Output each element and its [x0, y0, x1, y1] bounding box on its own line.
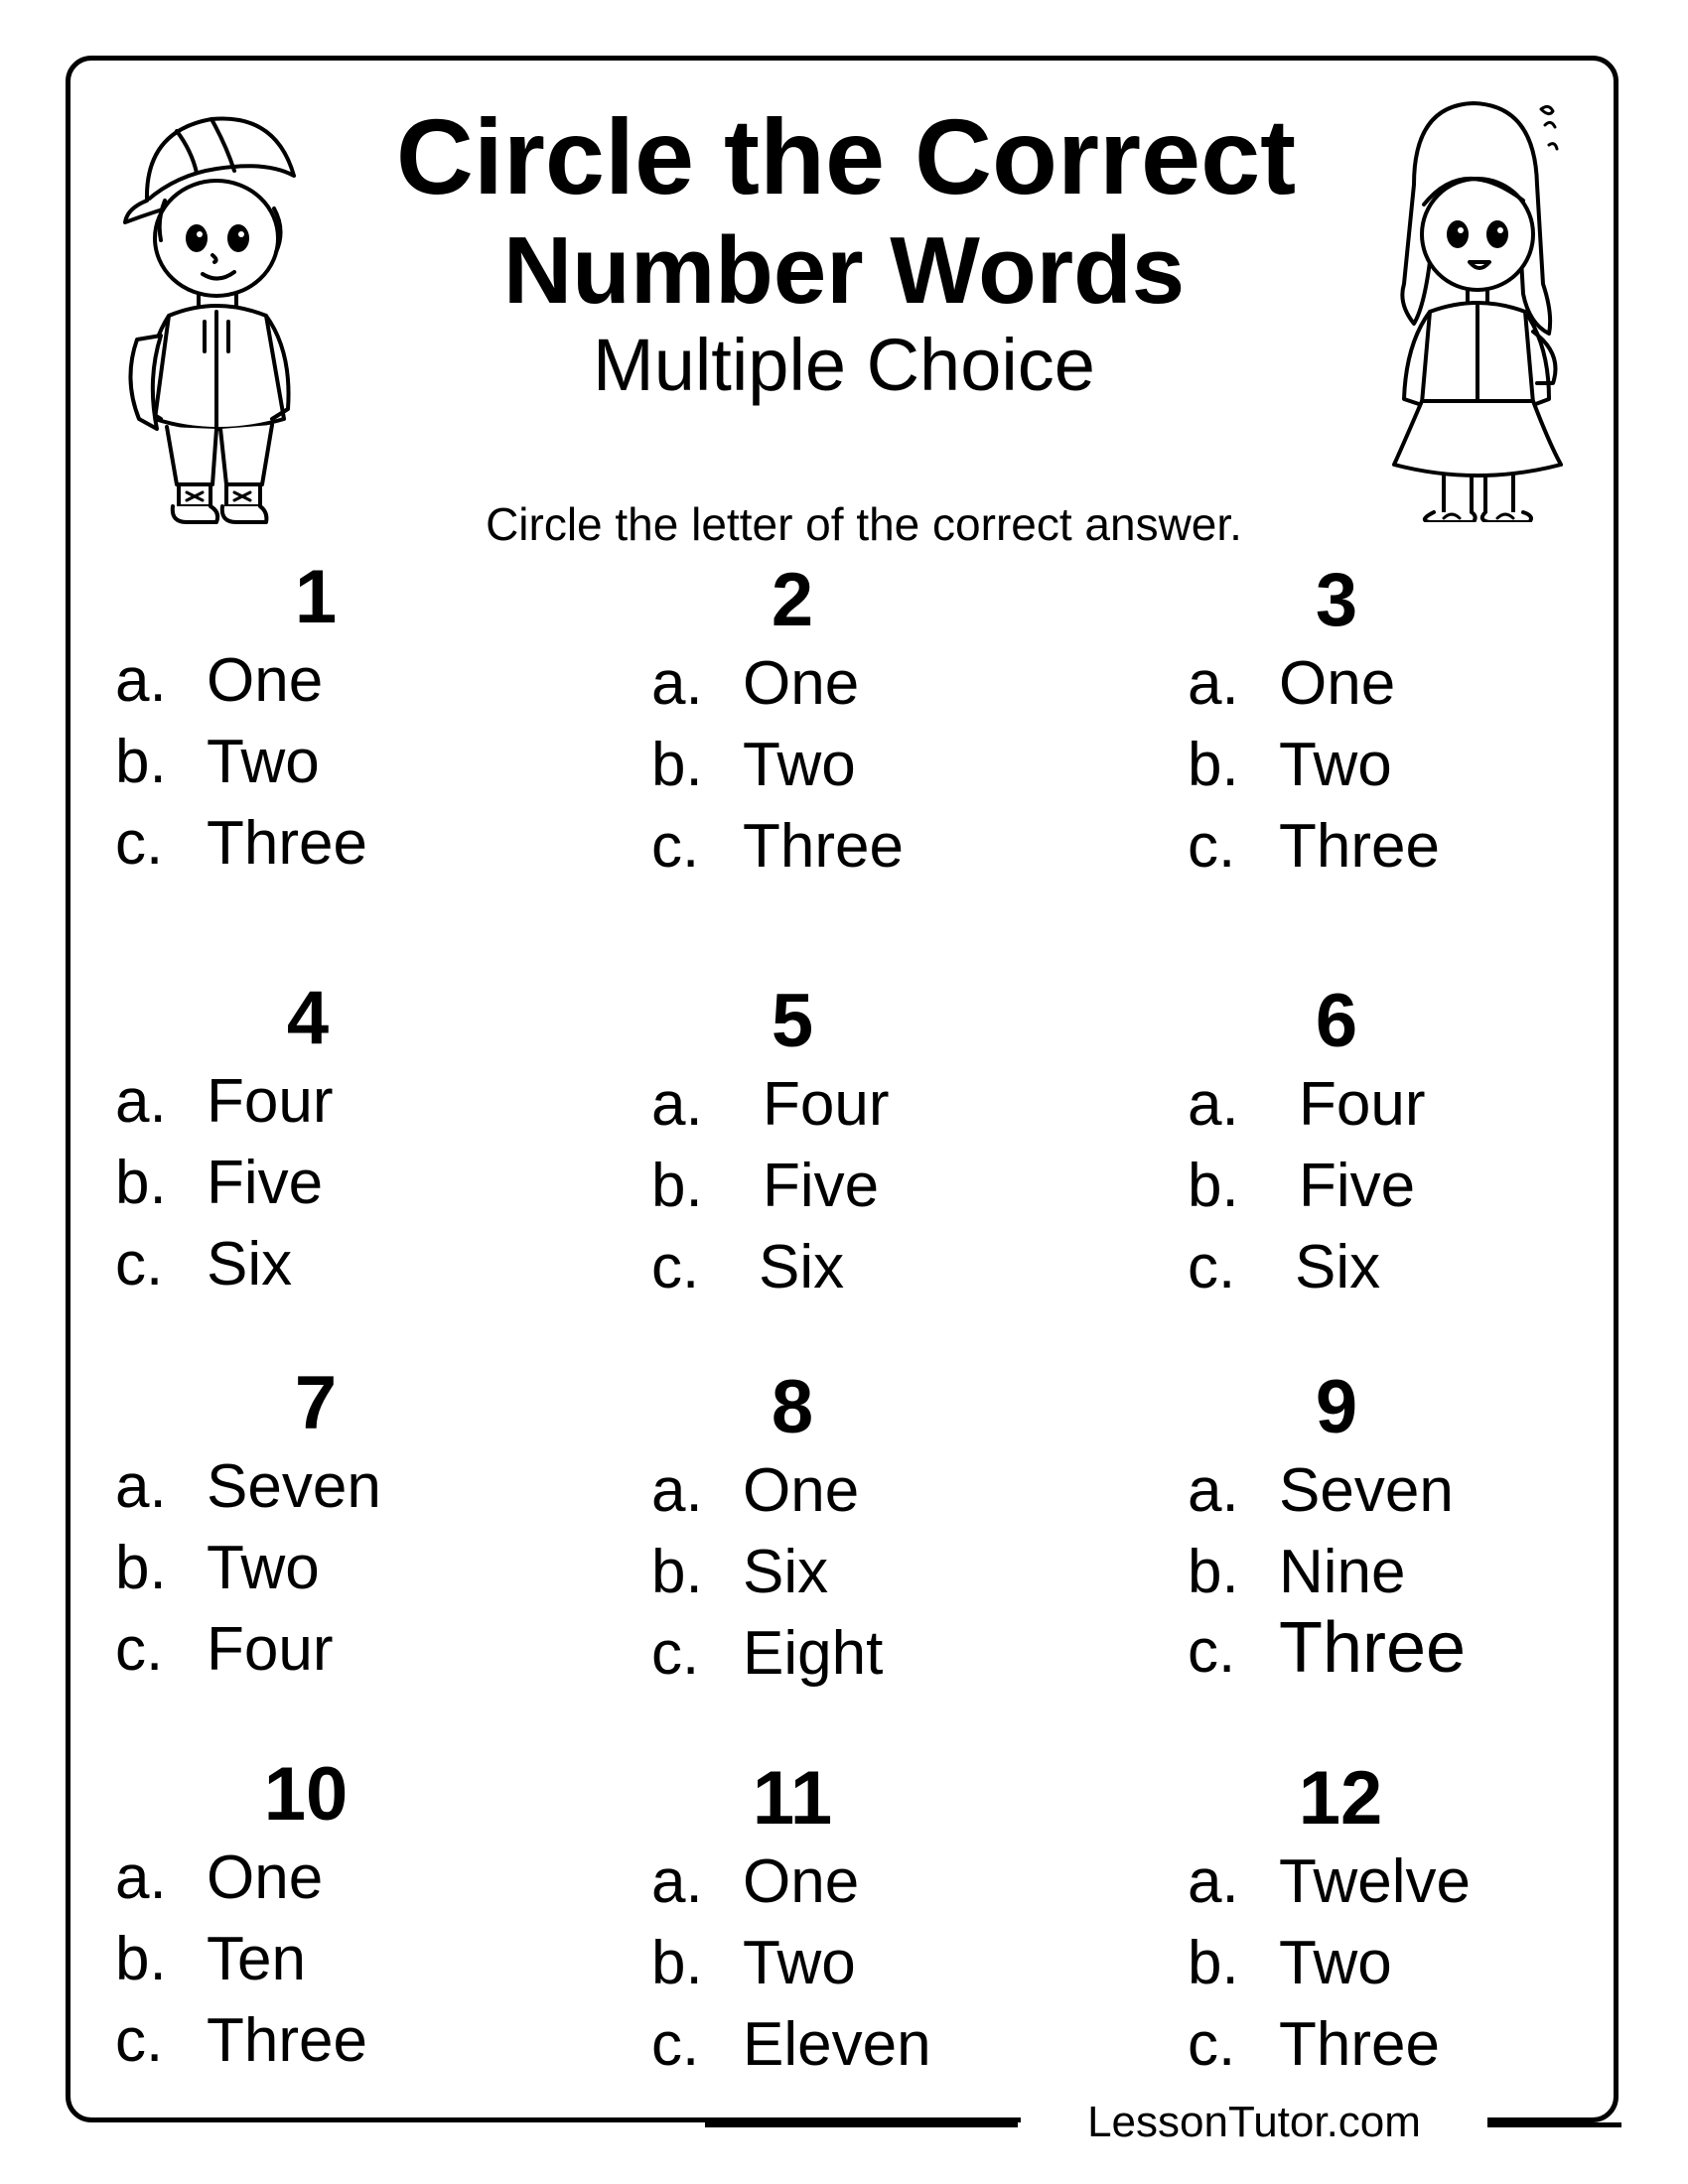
option-text: Eight [743, 1619, 884, 1688]
option-letter[interactable]: b. [1188, 1929, 1239, 1997]
option-text: Nine [1279, 1538, 1406, 1606]
option-letter[interactable]: b. [115, 1149, 167, 1217]
option-a[interactable] [1188, 1069, 1425, 1141]
option-text: Four [207, 1067, 334, 1136]
option-c[interactable] [1188, 811, 1440, 883]
option-text: Four [207, 1615, 334, 1684]
question-number: 8 [771, 1365, 814, 1449]
question-number: 6 [1315, 979, 1358, 1063]
option-c[interactable] [1188, 1608, 1467, 1688]
option-b[interactable] [651, 730, 856, 801]
option-a[interactable] [1188, 648, 1395, 720]
option-text: Two [207, 1534, 320, 1602]
option-text: Three [207, 809, 367, 878]
option-c[interactable] [115, 1614, 333, 1686]
option-letter[interactable]: b. [651, 1538, 703, 1606]
option-b[interactable] [1188, 730, 1392, 801]
option-letter[interactable]: c. [1188, 1233, 1236, 1301]
option-a[interactable] [1188, 1455, 1454, 1527]
worksheet-title-line2: Number Words [502, 217, 1186, 324]
option-letter[interactable]: b. [1188, 1152, 1239, 1220]
option-text: Two [1279, 1929, 1392, 1997]
option-letter[interactable]: b. [1188, 731, 1239, 799]
option-b[interactable] [115, 1148, 323, 1219]
option-c[interactable] [651, 2009, 931, 2081]
option-letter[interactable]: c. [1188, 812, 1236, 881]
option-text: Three [1279, 812, 1440, 881]
option-text: One [1279, 649, 1396, 718]
option-letter[interactable]: a. [1188, 1456, 1239, 1525]
option-text: One [207, 1843, 324, 1912]
worksheet-title-line1: Circle the Correct [395, 96, 1297, 216]
option-letter[interactable]: a. [115, 1067, 167, 1136]
option-text: Three [743, 812, 904, 881]
option-text: Two [743, 1929, 856, 1997]
option-c[interactable] [1188, 2009, 1440, 2081]
question-10 [115, 1752, 612, 2075]
option-letter[interactable]: a. [115, 1452, 167, 1521]
option-letter[interactable]: a. [651, 1456, 703, 1525]
option-b[interactable] [651, 1537, 828, 1608]
question-number: 12 [1298, 1756, 1383, 1841]
question-1 [115, 555, 612, 878]
option-a[interactable] [115, 1843, 323, 1914]
option-text: Three [1279, 1608, 1467, 1688]
option-letter[interactable]: b. [1188, 1538, 1239, 1606]
option-text: Six [759, 1233, 845, 1301]
option-text: Six [1295, 1233, 1381, 1301]
option-c[interactable] [651, 1618, 883, 1690]
question-7 [115, 1361, 612, 1684]
footer-divider-left [705, 2122, 1018, 2127]
option-text: Six [743, 1538, 829, 1606]
option-text: Ten [207, 1925, 306, 1993]
option-letter[interactable]: a. [115, 646, 167, 715]
option-letter[interactable]: b. [651, 1152, 703, 1220]
option-letter[interactable]: c. [1188, 1617, 1236, 1686]
option-letter[interactable]: c. [651, 1619, 700, 1688]
option-letter[interactable]: b. [115, 728, 167, 796]
option-c[interactable] [115, 2005, 367, 2077]
option-text: Five [1299, 1152, 1416, 1220]
option-text: Six [207, 1230, 293, 1298]
option-b[interactable] [1188, 1537, 1406, 1608]
option-a[interactable] [1188, 1846, 1471, 1918]
question-number: 9 [1315, 1365, 1358, 1449]
option-a[interactable] [115, 1066, 333, 1138]
option-text: Two [1279, 731, 1392, 799]
option-letter[interactable]: a. [1188, 649, 1239, 718]
question-11 [651, 1756, 1148, 2079]
option-letter[interactable]: a. [651, 649, 703, 718]
question-12 [1188, 1756, 1684, 2079]
option-letter[interactable]: a. [1188, 1847, 1239, 1916]
worksheet-subtitle: Multiple Choice [593, 324, 1095, 406]
option-text: Three [1279, 2010, 1440, 2079]
question-number: 3 [1315, 558, 1358, 642]
option-a[interactable] [651, 648, 859, 720]
option-text: One [743, 649, 860, 718]
question-number: 7 [294, 1361, 338, 1445]
option-a[interactable] [651, 1846, 859, 1918]
option-letter[interactable]: c. [115, 809, 164, 878]
option-text: Two [207, 728, 320, 796]
option-letter[interactable]: c. [651, 812, 700, 881]
option-letter[interactable]: b. [115, 1534, 167, 1602]
option-text: Five [763, 1152, 880, 1220]
option-text: Seven [1279, 1456, 1454, 1525]
option-b[interactable] [651, 1928, 856, 1999]
question-8 [651, 1365, 1148, 1688]
option-a[interactable] [115, 645, 323, 717]
option-letter[interactable]: b. [115, 1925, 167, 1993]
option-letter[interactable]: a. [115, 1843, 167, 1912]
question-2 [651, 558, 1148, 881]
option-text: Four [763, 1070, 890, 1139]
option-letter[interactable]: c. [115, 1230, 164, 1298]
option-text: Four [1299, 1070, 1426, 1139]
option-letter[interactable]: c. [1188, 2010, 1236, 2079]
option-letter[interactable]: c. [115, 1615, 164, 1684]
option-b[interactable] [1188, 1928, 1392, 1999]
option-c[interactable] [651, 1232, 844, 1303]
option-letter[interactable]: a. [1188, 1070, 1239, 1139]
footer-divider-right [1487, 2122, 1621, 2127]
option-c[interactable] [651, 811, 904, 883]
option-text: Two [743, 731, 856, 799]
option-letter[interactable]: b. [651, 1929, 703, 1997]
option-c[interactable] [115, 808, 367, 880]
option-text: Eleven [743, 2010, 931, 2079]
question-3 [1188, 558, 1684, 881]
question-5 [651, 979, 1148, 1301]
question-number: 10 [263, 1752, 349, 1837]
option-c[interactable] [1188, 1232, 1380, 1303]
option-a[interactable] [115, 1451, 381, 1523]
option-text: One [743, 1456, 860, 1525]
option-letter[interactable]: c. [115, 2006, 164, 2075]
option-c[interactable] [115, 1229, 292, 1300]
option-b[interactable] [1188, 1151, 1415, 1222]
option-text: Seven [207, 1452, 381, 1521]
question-9 [1188, 1365, 1684, 1688]
option-b[interactable] [115, 1924, 306, 1995]
option-letter[interactable]: b. [651, 731, 703, 799]
option-letter[interactable]: c. [651, 2010, 700, 2079]
question-6 [1188, 979, 1684, 1301]
option-text: One [743, 1847, 860, 1916]
question-number: 1 [294, 555, 338, 639]
question-number: 4 [286, 976, 330, 1060]
option-letter[interactable]: a. [651, 1847, 703, 1916]
option-text: Twelve [1279, 1847, 1471, 1916]
option-b[interactable] [115, 1533, 320, 1604]
question-number: 2 [771, 558, 814, 642]
question-number: 11 [752, 1756, 833, 1841]
option-text: Three [207, 2006, 367, 2075]
option-text: One [207, 646, 324, 715]
option-a[interactable] [651, 1069, 889, 1141]
option-letter[interactable]: c. [651, 1233, 700, 1301]
question-4 [115, 976, 612, 1298]
option-text: Five [207, 1149, 324, 1217]
option-letter[interactable]: a. [651, 1070, 703, 1139]
instruction-text: Circle the letter of the correct answer. [486, 498, 1242, 550]
footer-credit: LessonTutor.com [1021, 2093, 1487, 2152]
option-b[interactable] [115, 727, 320, 798]
option-a[interactable] [651, 1455, 859, 1527]
option-b[interactable] [651, 1151, 879, 1222]
question-number: 5 [771, 979, 814, 1063]
